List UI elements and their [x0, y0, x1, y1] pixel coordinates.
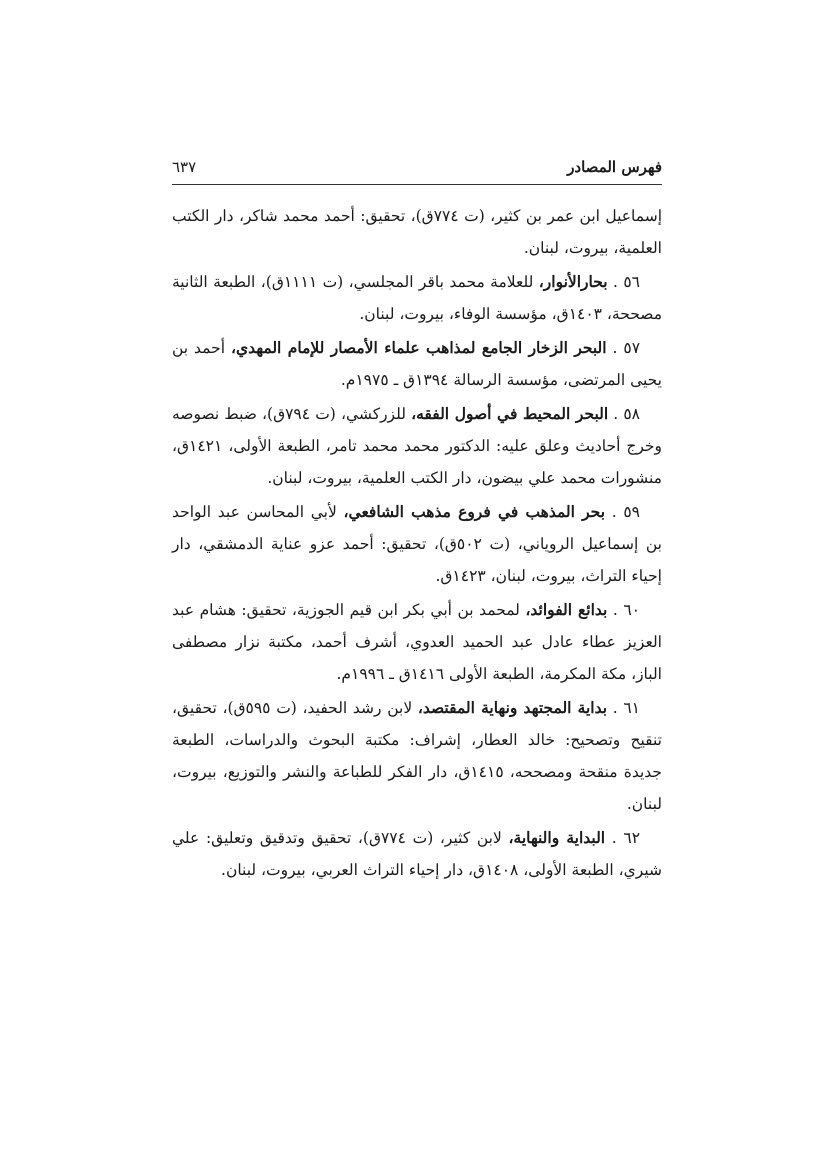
entry-title: البداية والنهاية، [508, 828, 606, 847]
entry-number: ٦٢ . [605, 829, 641, 847]
bibliography-entry [172, 200, 662, 264]
entry-text: للزركشي، (ت ٧٩٤ق)، ضبط نصوصه وخرج أحاديث وعلق عليه: الدكتور محمد محمد تامر، الطبعة الأولى، ١٤٢١ق، منشورات محمد علي بيضون، دار الكتب العلمية، بيروت، لبنان. [172, 405, 662, 487]
entry-number: ٥٦ . [607, 273, 640, 291]
entry-title: البحر الزخار الجامع لمذاهب علماء الأمصار للإمام المهدي، [230, 338, 607, 357]
entry-title: بدائع الفوائد، [525, 600, 608, 619]
entry-title: البحر المحيط في أصول الفقه، [411, 404, 609, 423]
entry-text: لمحمد بن أبي بكر ابن قيم الجوزية، تحقيق: هشام عبد العزيز عطاء عادل عبد الحميد العدوي، أشرف أحمد، مكتبة نزار مصطفى الباز، مكة المكرمة، الطبعة الأولى ١٤١٦ق ـ ١٩٩٦م. [172, 601, 662, 683]
entry-text: لابن كثير، (ت ٧٧٤ق)، تحقيق وتدقيق وتعليق: علي شيري، الطبعة الأولى، ١٤٠٨ق، دار إحياء التراث العربي، بيروت، لبنان. [172, 829, 662, 879]
page-number: ٦٣٧ [172, 158, 197, 176]
entry-text: أحمد بن يحيى المرتضى، مؤسسة الرسالة ١٣٩٤ق ـ ١٩٧٥م. [172, 339, 662, 389]
entry-number: ٥٩ . [605, 503, 641, 521]
entry-title: بداية المجتهد ونهاية المقتصد، [417, 698, 608, 717]
entry-text: للعلامة محمد باقر المجلسي، (ت ١١١١ق)، الطبعة الثانية مصححة، ١٤٠٣ق، مؤسسة الوفاء، بيروت، لبنان. [172, 273, 662, 323]
bibliography-entry [172, 594, 662, 690]
entry-title: بحارالأنوار، [538, 272, 608, 291]
bibliography-entry [172, 496, 662, 592]
bibliography-entry [172, 398, 662, 494]
entry-text: لأبي المحاسن عبد الواحد بن إسماعيل الروياني، (ت ٥٠٢ق)، تحقيق: أحمد عزو عناية الدمشقي، دار إحياء التراث، بيروت، لبنان، ١٤٢٣ق. [172, 503, 662, 585]
entry-number: ٦١ . [607, 699, 640, 717]
entry-text: لابن رشد الحفيد، (ت ٥٩٥ق)، تحقيق، تنقيح وتصحيح: خالد العطار، إشراف: مكتبة البحوث والدراسات، الطبعة جديدة منقحة ومصححه، ١٤١٥ق، دار الفكر للطباعة والنشر والتوزيع، بيروت، لبنان. [172, 699, 662, 813]
bibliography-entry [172, 822, 662, 886]
bibliography-entry [172, 266, 662, 330]
entry-text: إسماعيل ابن عمر بن كثير، (ت ٧٧٤ق)، تحقيق: أحمد محمد شاكر، دار الكتب العلمية، بيروت، لبنان. [172, 207, 662, 257]
page-header [172, 154, 662, 185]
entry-number: ٥٧ . [606, 339, 641, 357]
running-title: فهرس المصادر [567, 158, 662, 176]
entry-title: بحر المذهب في فروع مذهب الشافعي، [343, 502, 606, 521]
bibliography-list [172, 200, 662, 888]
entry-number: ٥٨ . [608, 405, 641, 423]
bibliography-entry [172, 692, 662, 820]
entry-number: ٦٠ . [607, 601, 640, 619]
bibliography-entry [172, 332, 662, 396]
